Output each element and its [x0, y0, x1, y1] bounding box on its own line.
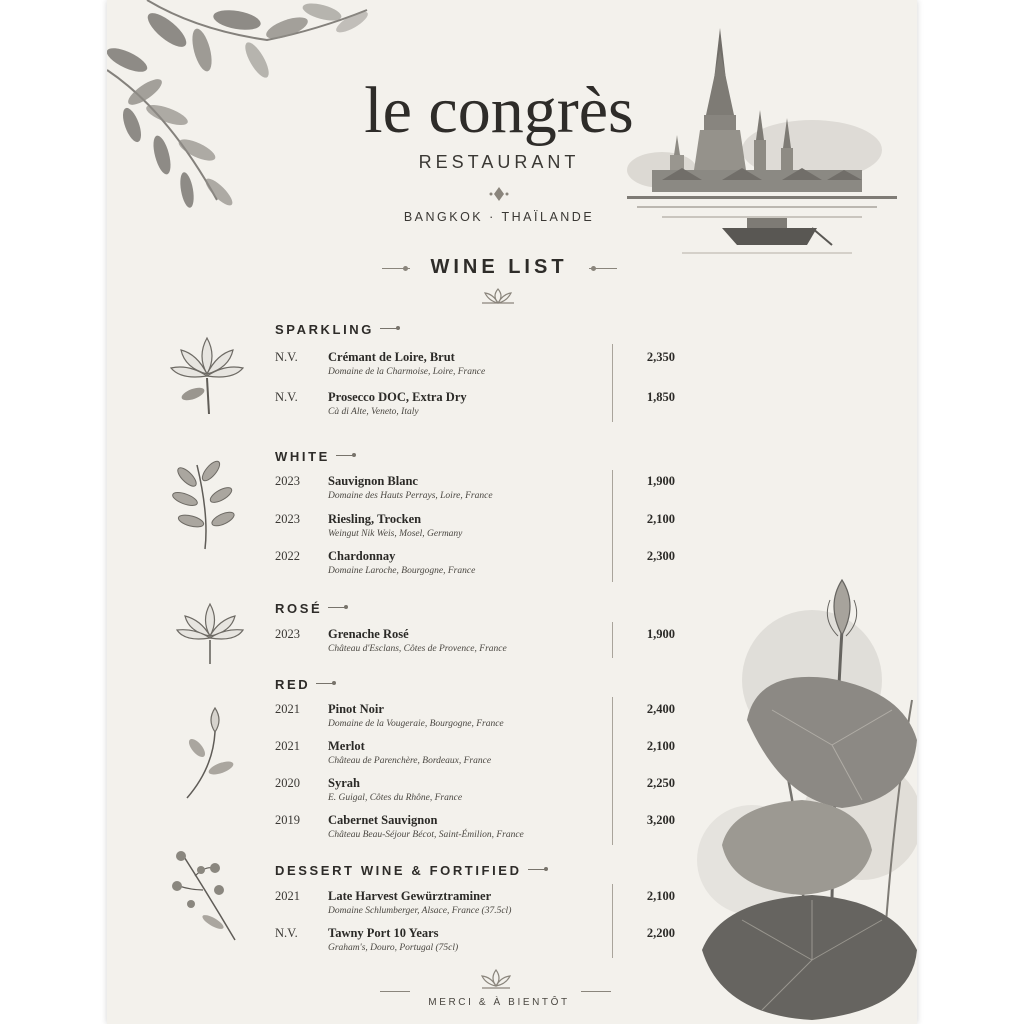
wine-producer: Domaine des Hauts Perrays, Loire, France — [328, 491, 493, 501]
restaurant-logo-subtitle: RESTAURANT — [418, 152, 580, 172]
wine-price: 2,400 — [646, 702, 675, 716]
wine-name: Pinot Noir — [328, 702, 384, 716]
wine-vintage: N.V. — [275, 926, 298, 940]
restaurant-logo-title: le congrès — [364, 74, 634, 147]
wine-item — [275, 813, 685, 849]
wine-producer: Domaine de la Charmoise, Loire, France — [328, 367, 486, 377]
wine-producer: Graham's, Douro, Portugal (75cl) — [328, 943, 459, 953]
wine-vintage: 2023 — [275, 474, 300, 488]
wine-list-title: WINE LIST — [430, 256, 568, 278]
wine-name: Cabernet Sauvignon — [328, 813, 438, 827]
wine-name: Crémant de Loire, Brut — [328, 350, 455, 364]
leaf-sprig-icon — [167, 455, 237, 551]
wine-producer: Domaine de la Vougeraie, Bourgogne, France — [328, 719, 504, 729]
title-rule-right — [589, 268, 617, 269]
wine-producer: Domaine Laroche, Bourgogne, France — [328, 566, 476, 576]
wine-price: 2,100 — [646, 512, 675, 526]
wine-vintage: 2021 — [275, 889, 300, 903]
wine-vintage: 2021 — [275, 702, 300, 716]
wine-vintage: N.V. — [275, 390, 298, 404]
wine-vintage: 2023 — [275, 627, 300, 641]
wine-vintage: 2020 — [275, 776, 300, 790]
berry-branch-icon — [169, 846, 241, 942]
wine-producer: Cà di Alte, Veneto, Italy — [328, 407, 419, 417]
wine-producer: E. Guigal, Côtes du Rhône, France — [328, 793, 463, 803]
wine-name: Tawny Port 10 Years — [328, 926, 439, 940]
temple-river-illustration — [622, 20, 902, 280]
wine-price: 3,200 — [646, 813, 675, 827]
wine-name: Chardonnay — [328, 549, 396, 563]
floral-ornament-icon — [481, 285, 515, 307]
wine-name: Merlot — [328, 739, 365, 753]
wine-price: 2,200 — [646, 926, 675, 940]
wine-producer: Château de Parenchère, Bordeaux, France — [328, 756, 492, 766]
footer-message: MERCI & À BIENTÔT — [428, 997, 570, 1008]
leaf-branch-icon — [107, 0, 377, 225]
wine-vintage: 2019 — [275, 813, 300, 827]
section-arrow — [380, 328, 398, 329]
wine-name: Sauvignon Blanc — [328, 474, 418, 488]
wine-item — [275, 390, 685, 426]
wine-item — [275, 739, 685, 775]
wine-price: 1,900 — [646, 627, 675, 641]
section-title-dessert-fortified: DESSERT WINE & FORTIFIED — [275, 863, 546, 878]
wine-vintage: 2021 — [275, 739, 300, 753]
wine-price: 1,850 — [646, 390, 675, 404]
wine-name: Riesling, Trocken — [328, 512, 422, 526]
wine-producer: Weingut Nik Weis, Mosel, Germany — [328, 529, 463, 539]
lotus-flower-icon — [175, 600, 245, 666]
wine-price: 2,100 — [646, 889, 675, 903]
section-arrow — [328, 607, 346, 608]
lotus-pond-illustration — [662, 560, 917, 1024]
wine-price: 2,350 — [646, 350, 675, 364]
section-title-rose: ROSÉ — [275, 601, 346, 616]
section-arrow — [528, 869, 546, 870]
wine-name: Grenache Rosé — [328, 627, 409, 641]
wine-vintage: 2023 — [275, 512, 300, 526]
wine-item — [275, 474, 685, 510]
section-title-red: RED — [275, 677, 334, 692]
wine-price: 1,900 — [646, 474, 675, 488]
menu-page — [107, 0, 917, 1024]
wine-producer: Château Beau-Séjour Bécot, Saint-Émilion, France — [328, 830, 524, 840]
wine-item — [275, 549, 685, 585]
wine-price: 2,100 — [646, 739, 675, 753]
footer-rule-left — [380, 991, 410, 992]
footer-rule-right — [581, 991, 611, 992]
wine-name: Prosecco DOC, Extra Dry — [328, 390, 467, 404]
section-arrow — [336, 455, 354, 456]
wine-vintage: 2022 — [275, 549, 300, 563]
wine-producer: Domaine Schlumberger, Alsace, France (37.5cl) — [328, 906, 512, 916]
lotus-bud-icon — [181, 698, 241, 800]
wine-vintage: N.V. — [275, 350, 298, 364]
wine-item — [275, 926, 685, 962]
lotus-flower-icon — [167, 328, 247, 416]
wine-item — [275, 776, 685, 812]
wine-item — [275, 627, 685, 663]
diamond-ornament-icon — [489, 186, 509, 202]
wine-item — [275, 512, 685, 548]
section-title-white: WHITE — [275, 449, 354, 464]
wine-price: 2,300 — [646, 549, 675, 563]
wine-item — [275, 889, 685, 925]
section-title-sparkling: SPARKLING — [275, 322, 398, 337]
wine-producer: Château d'Esclans, Côtes de Provence, France — [328, 644, 507, 654]
wine-item — [275, 702, 685, 738]
wine-item — [275, 350, 685, 386]
wine-name: Late Harvest Gewürztraminer — [328, 889, 492, 903]
wine-name: Syrah — [328, 776, 360, 790]
wine-price: 2,250 — [646, 776, 675, 790]
restaurant-location: BANGKOK · THAÏLANDE — [403, 210, 595, 224]
section-arrow — [316, 683, 334, 684]
lotus-flower-icon — [479, 968, 513, 990]
